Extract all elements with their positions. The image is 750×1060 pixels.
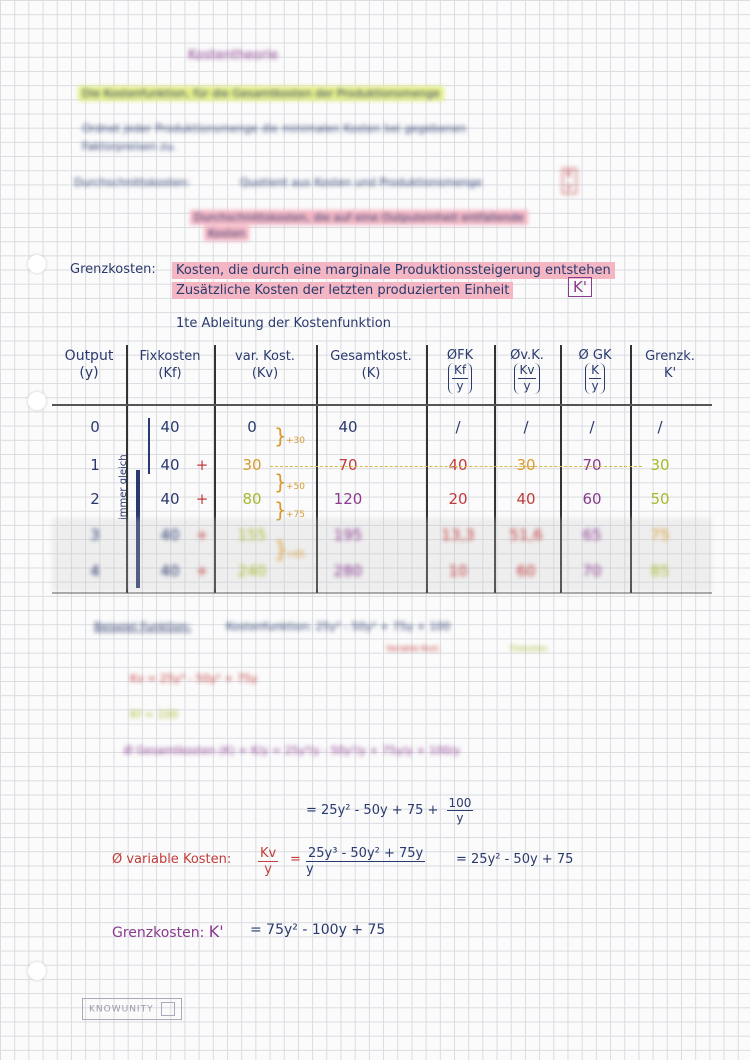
cell-plus: +: [195, 456, 209, 474]
cell-avg-gk: 70: [582, 562, 602, 580]
header-bottom: (y): [79, 365, 99, 381]
header-top: Gesamtkost.: [330, 349, 412, 364]
cell-fixkosten: 40: [160, 490, 180, 508]
cell-plus: +: [195, 562, 209, 580]
cell-avg-vk: 60: [516, 562, 536, 580]
header-bottom: (K): [361, 366, 381, 381]
table-bottom-line: [52, 592, 712, 594]
cell-var-kosten: 80: [242, 490, 262, 508]
cell-grenzkosten: /: [657, 418, 663, 436]
fraction-numerator: Kv: [519, 363, 535, 377]
cell-gesamtkosten: 120: [333, 490, 363, 508]
punch-hole: [28, 962, 46, 980]
grenzkosten-definition-2: Zusätzliche Kosten der letzten produzierten Einheit: [172, 282, 513, 299]
header-fraction: [448, 363, 472, 394]
cell-avg-gk: 60: [582, 490, 602, 508]
header-avg-fixkosten: [428, 348, 492, 394]
grenzkosten-formula: = 75y² - 100y + 75: [250, 922, 386, 938]
fraction-denominator: y: [456, 811, 464, 825]
cell-avg-fk: /: [455, 418, 461, 436]
cell-var-kosten: 0: [247, 418, 257, 436]
cell-avg-vk: /: [523, 418, 529, 436]
header-top: ØFK: [446, 348, 474, 363]
header-fraction: [514, 363, 541, 394]
example-title: Beispiel Funktion:: [94, 620, 192, 633]
fraction-denominator: y: [591, 379, 599, 393]
header-avg-var-kosten: [496, 348, 558, 394]
example-kv: Kv = 25y³ - 50y² + 75y: [130, 672, 258, 685]
var-kosten-big-frac: [306, 846, 425, 877]
fraction-denominator: y: [456, 379, 464, 393]
cell-fixkosten: 40: [160, 562, 180, 580]
cell-gesamtkosten: 195: [333, 526, 363, 544]
header-bottom: (Kv): [251, 366, 279, 381]
cell-grenzkosten: 50: [650, 490, 670, 508]
arrow-text-b: Kosten: [204, 226, 249, 241]
var-kosten-big-fraction: [306, 846, 425, 877]
cell-fixkosten: 40: [160, 418, 180, 436]
header-grenzkosten: [632, 348, 708, 382]
cell-grenzkosten: 30: [650, 456, 670, 474]
fraction-denominator: y: [523, 379, 531, 393]
cell-var-kosten: 240: [237, 562, 267, 580]
cell-avg-gk: 70: [582, 456, 602, 474]
page-heading: Kostentheorie: [188, 48, 279, 63]
side-label: immer gleich: [118, 454, 129, 520]
cell-avg-gk: 65: [582, 526, 602, 544]
grenzkosten-symbol: K': [568, 277, 592, 297]
grenzkosten-formula-symbol: K': [208, 922, 224, 941]
grenzkosten-formula-label: [112, 922, 224, 941]
header-bottom: (Kf): [158, 366, 182, 381]
grenzkosten-label: Grenzkosten:: [70, 262, 156, 277]
brace-icon: }: [274, 498, 287, 522]
intro-line-2a: Ordnet jeder Produktionsmenge die minimalen Kosten bei gegebenen: [82, 122, 467, 135]
table-header-line: [52, 404, 712, 406]
header-fixkosten: [128, 348, 212, 382]
cell-var-kosten: 30: [242, 456, 262, 474]
brace-icon: }: [274, 538, 288, 563]
fraction-numerator: Kf: [453, 363, 467, 377]
example-avg: Ø Gesamtkosten (K) = K/y = 25y³/y - 50y²/y + 75y/y + 100/y: [124, 744, 461, 757]
avg-result-fraction: [447, 796, 474, 825]
cell-output: 1: [90, 456, 100, 474]
cell-output: 4: [90, 562, 100, 580]
delta-label: +50: [286, 482, 305, 492]
var-kosten-frac: [258, 846, 278, 877]
cell-avg-vk: 40: [516, 490, 536, 508]
avg-result: [306, 796, 473, 825]
header-var-kosten: [216, 348, 314, 382]
header-bottom: K': [663, 366, 677, 381]
example-under-fix: Fixkosten: [510, 644, 548, 653]
brace-icon: }: [274, 470, 287, 494]
var-kosten-fraction: [258, 846, 278, 877]
var-kosten-label: Ø variable Kosten:: [112, 852, 232, 867]
punch-hole: [28, 255, 46, 273]
durchschnitt-label: Durchschnittskosten:: [74, 176, 191, 189]
brace-icon: }: [274, 424, 287, 448]
header-top: var. Kost.: [235, 349, 295, 364]
cell-avg-fk: 13,3: [441, 526, 475, 544]
header-fraction: [585, 363, 605, 394]
cell-gesamtkosten: 40: [338, 418, 358, 436]
cell-plus: +: [195, 490, 209, 508]
qr-icon: [161, 1002, 175, 1016]
header-top: Fixkosten: [139, 349, 201, 364]
var-kosten-result: = 25y² - 50y + 75: [456, 852, 574, 867]
cell-grenzkosten: 85: [650, 562, 670, 580]
header-avg-gesamtkosten: [562, 348, 628, 394]
derivative-note: 1te Ableitung der Kostenfunktion: [176, 316, 391, 331]
fraction-numerator: K: [566, 169, 573, 180]
fraction-denominator: y: [566, 181, 573, 192]
cell-avg-vk: 30: [516, 456, 536, 474]
delta-label: +85: [286, 550, 305, 560]
intro-line-1: Die Kostenfunktion, für die Gesamtkosten der Produktionsmenge: [78, 86, 444, 101]
cell-avg-gk: /: [589, 418, 595, 436]
avg-result-text: = 25y² - 50y + 75 +: [306, 803, 439, 818]
fraction-numerator: K: [591, 363, 599, 377]
header-top: Grenzk.: [645, 349, 695, 364]
header-top: Ø GK: [578, 348, 612, 363]
cell-output: 0: [90, 418, 100, 436]
cell-gesamtkosten: 70: [338, 456, 358, 474]
header-gesamtkosten: [318, 348, 424, 382]
dashed-connector: [270, 466, 642, 467]
grenzkosten-definition-1: Kosten, die durch eine marginale Produktionssteigerung entstehen: [172, 262, 615, 279]
cell-avg-fk: 10: [448, 562, 468, 580]
example-kf: Kf = 100: [130, 708, 179, 721]
cell-output: 3: [90, 526, 100, 544]
cell-fixkosten: 40: [160, 526, 180, 544]
durchschnitt-text: Quotient aus Kosten und Produktionsmenge: [240, 176, 483, 189]
cell-avg-fk: 20: [448, 490, 468, 508]
header-output: [54, 348, 124, 382]
cell-var-kosten: 155: [237, 526, 267, 544]
punch-hole: [28, 392, 46, 410]
durchschnitt-fraction-box: [562, 168, 577, 194]
delta-label: +75: [286, 510, 305, 520]
fraction-denominator: y: [306, 862, 314, 877]
fraction-denominator: y: [264, 862, 272, 877]
cell-grenzkosten: 75: [650, 526, 670, 544]
intro-line-2b: Faktorpreisen zu.: [82, 140, 177, 153]
cell-gesamtkosten: 280: [333, 562, 363, 580]
fraction-numerator: Kv: [260, 846, 277, 861]
arrow-text-a: Durchschnittskosten, die auf eine Outputeinheit entfallende: [190, 210, 528, 225]
cell-plus: +: [195, 526, 209, 544]
cell-fixkosten: 40: [160, 456, 180, 474]
delta-label: +30: [286, 436, 305, 446]
header-top: Output: [64, 348, 114, 364]
var-kosten-eq: =: [290, 852, 301, 867]
example-under-var: Variable Kost.: [386, 644, 441, 653]
grenzkosten-formula-text: Grenzkosten:: [112, 925, 205, 941]
header-top: Øv.K.: [510, 348, 544, 363]
watermark-logo: [82, 998, 182, 1020]
watermark-text: KNOWUNITY: [89, 1004, 154, 1015]
fraction-numerator: 100: [448, 796, 472, 810]
fraction-numerator: 25y³ - 50y² + 75y: [308, 846, 424, 861]
cell-avg-fk: 40: [448, 456, 468, 474]
example-kostenfunktion: Kostenfunktion: 25y³ - 50y² + 75y + 100: [226, 620, 451, 633]
cell-output: 2: [90, 490, 100, 508]
cell-avg-vk: 51,6: [509, 526, 543, 544]
